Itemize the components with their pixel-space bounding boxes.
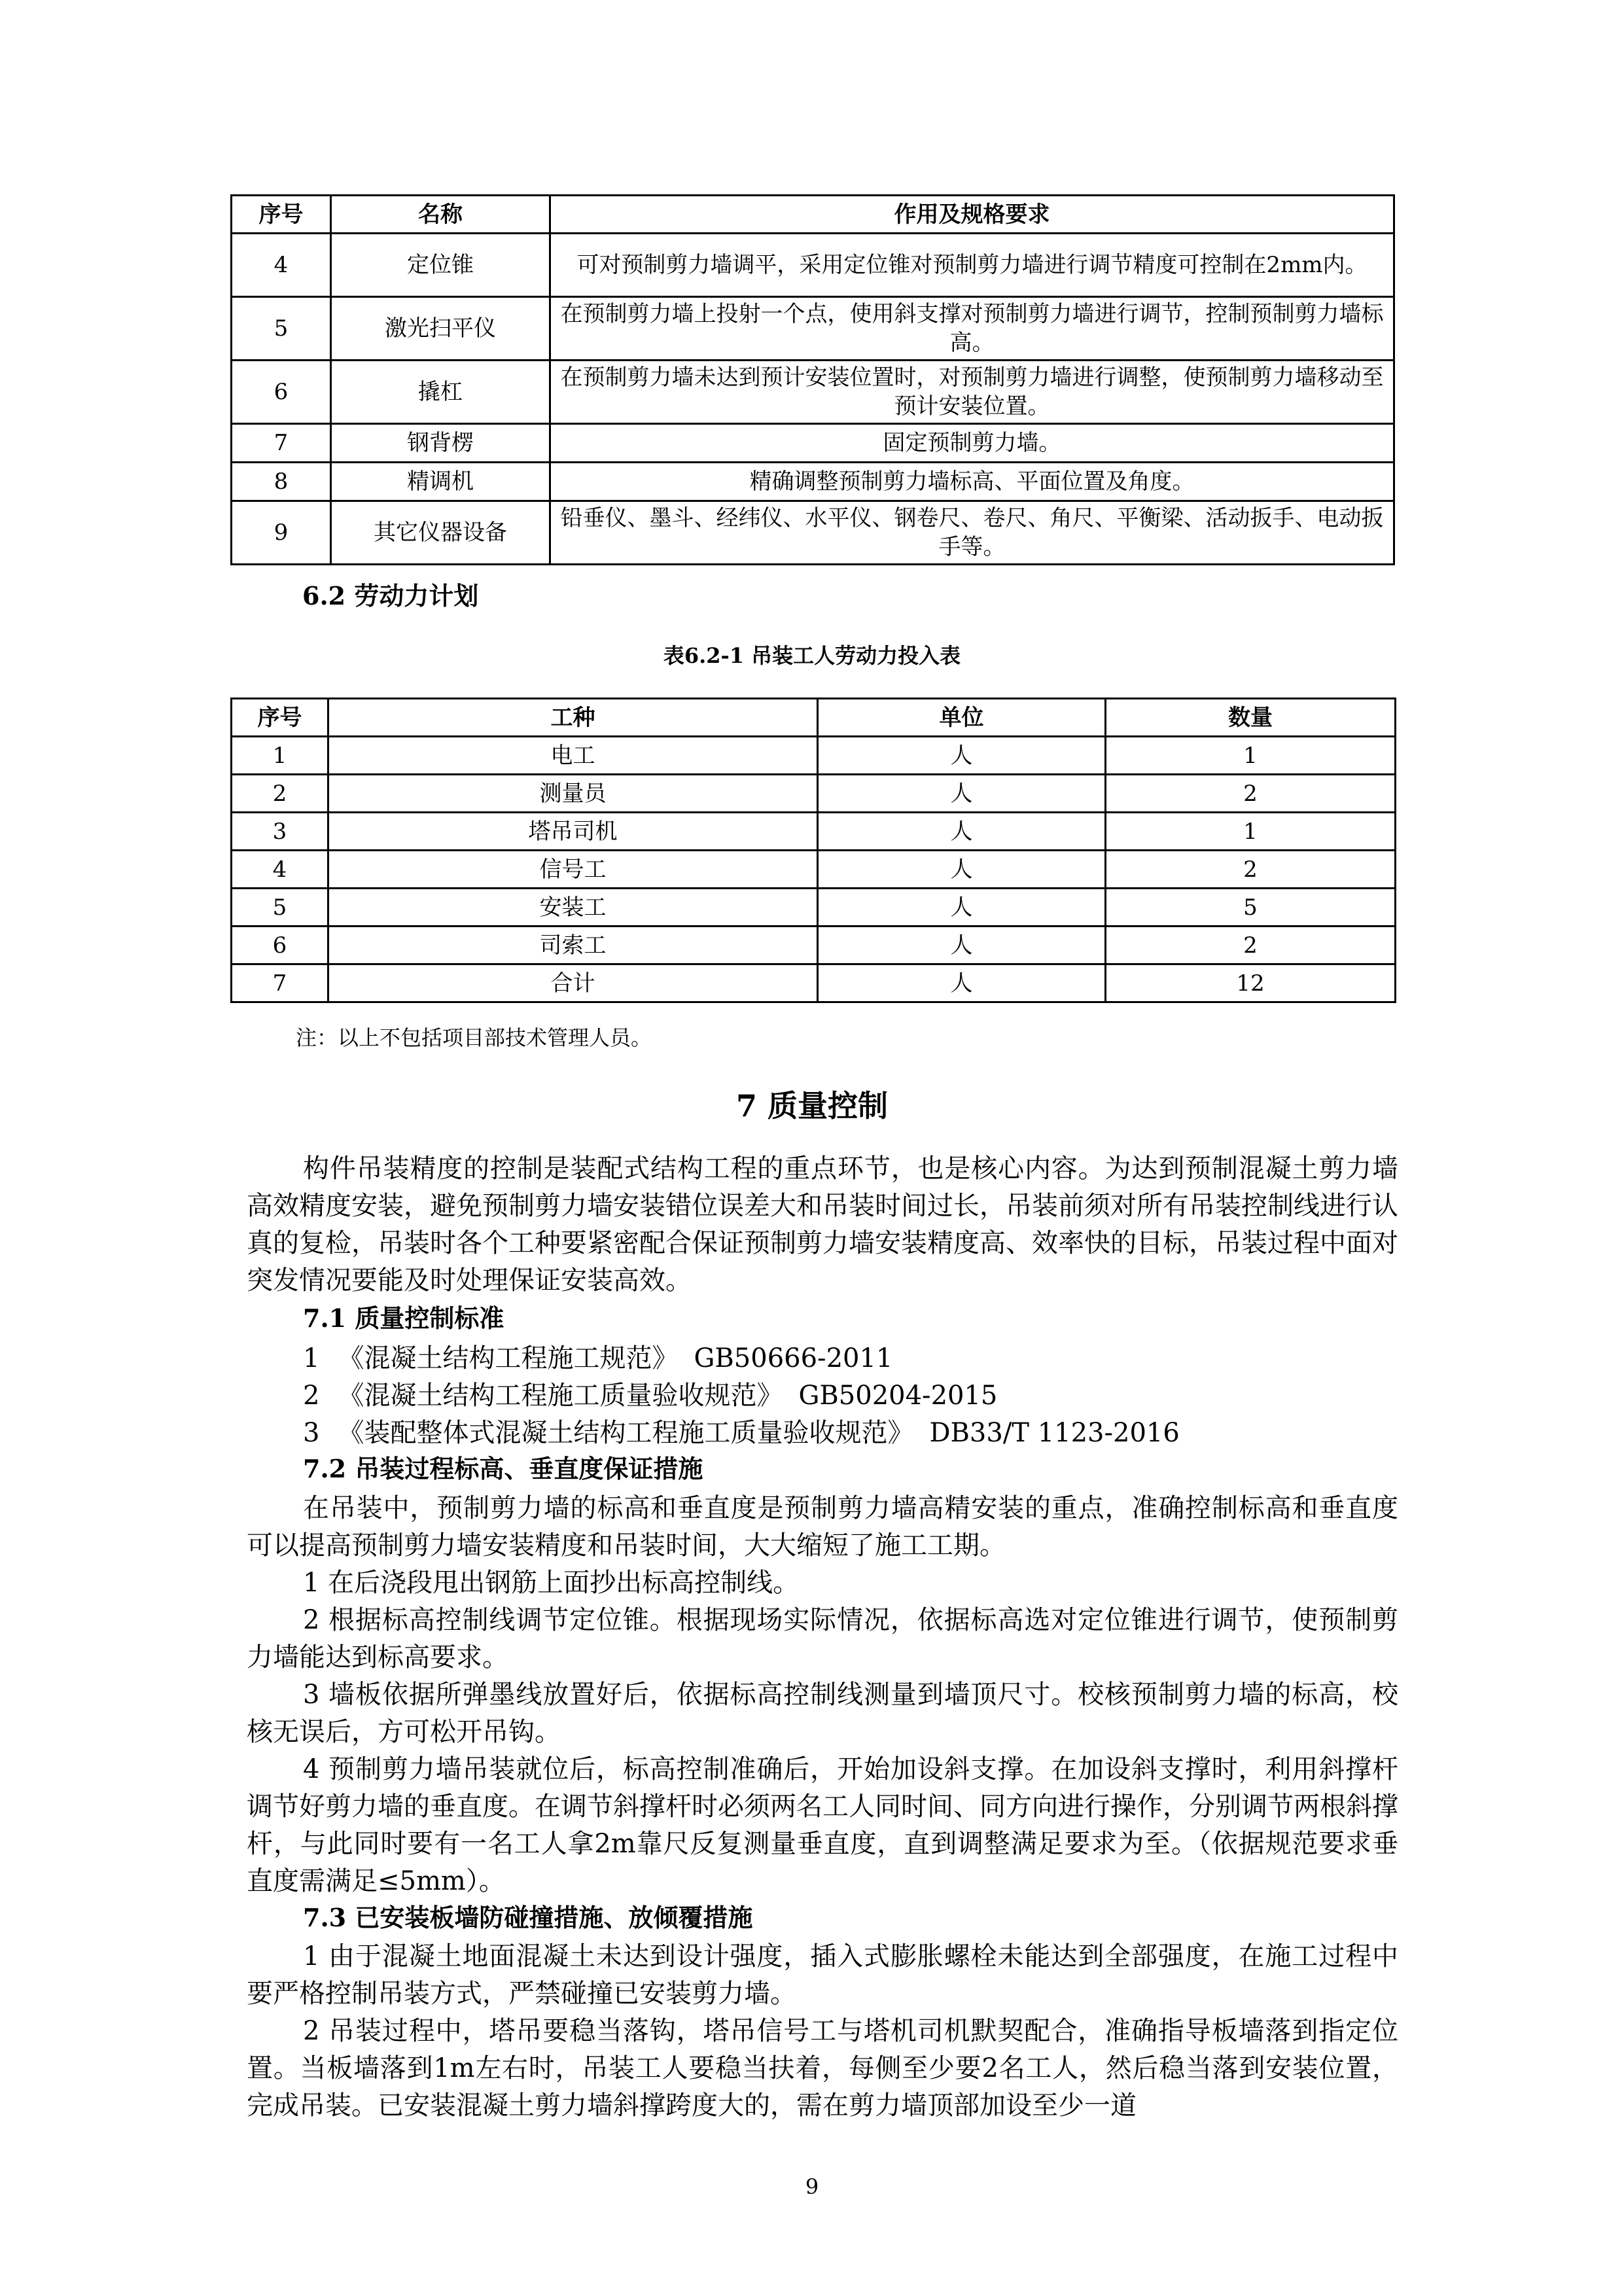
section-heading-6-2: 6.2 劳动力计划 [302,581,479,610]
table-row [232,813,1396,851]
cell-unit: 人 [818,927,1106,964]
table-row [232,361,1394,424]
cell-desc: 在预制剪力墙上投射一个点，使用斜支撑对预制剪力墙进行调节，控制预制剪力墙标高。 [550,297,1394,361]
cell-type: 信号工 [328,851,818,889]
section-7-3-step-1: 1 由于混凝土地面混凝土未达到设计强度，插入式膨胀螺栓未能达到全部强度，在施工过程中要严格控制吊装方式，严禁碰撞已安装剪力墙。 [247,1941,1398,2009]
header-no: 序号 [232,196,331,234]
cell-no: 6 [232,927,328,964]
cell-unit: 人 [818,775,1106,813]
section-7-2-step-4: 4 预制剪力墙吊装就位后，标高控制准确后，开始加设斜支撑。在加设斜支撑时，利用斜撑杆调节好剪力墙的垂直度。在调节斜撑杆时必须两名工人同时间、同方向进行操作，分别调节两根斜撑杆，与此同时要有一名工人拿2m靠尺反复测量垂直度，直到调整满足要求为至。（依据规范要求垂直度需满足≤5mm）。 [247,1754,1398,1896]
cell-name: 撬杠 [331,361,550,424]
table-row [232,234,1394,297]
cell-desc: 在预制剪力墙未达到预计安装位置时，对预制剪力墙进行调整，使预制剪力墙移动至预计安装位置。 [550,361,1394,424]
header-no: 序号 [232,699,328,737]
cell-unit: 人 [818,964,1106,1002]
standard-code: GB50204-2015 [798,1381,998,1411]
header-name: 名称 [331,196,550,234]
standard-item [303,1415,1180,1452]
section-7-2-step-2: 2 根据标高控制线调节定位锥。根据现场实际情况，依据标高选对定位锥进行调节，使预制剪力墙能达到标高要求。 [247,1605,1398,1672]
cell-unit: 人 [818,851,1106,889]
page-number: 9 [805,2174,819,2199]
section-7-2-intro: 在吊装中，预制剪力墙的标高和垂直度是预制剪力墙高精安装的重点，准确控制标高和垂直度可以提高预制剪力墙安装精度和吊装时间，大大缩短了施工工期。 [247,1493,1398,1561]
section-heading-7-1: 7.1 质量控制标准 [303,1303,504,1333]
table-header-row [232,699,1396,737]
standard-name: 《混凝土结构工程施工质量验收规范》 [338,1381,783,1411]
standard-code: GB50666-2011 [694,1343,893,1373]
section-7-2-step-3: 3 墙板依据所弹墨线放置好后，依据标高控制线测量到墙顶尺寸。校核预制剪力墙的标高，校核无误后，方可松开吊钩。 [247,1680,1398,1747]
cell-name: 激光扫平仪 [331,297,550,361]
cell-no: 9 [232,501,331,565]
cell-no: 7 [232,424,331,463]
equipment-table [230,194,1395,565]
table-caption: 表6.2-1 吊装工人劳动力投入表 [663,643,961,668]
cell-qty: 2 [1106,927,1396,964]
section-heading-7-3: 7.3 已安装板墙防碰撞措施、放倾覆措施 [303,1903,753,1932]
cell-type: 安装工 [328,889,818,927]
item-number: 3 [303,1418,320,1448]
labor-table [230,698,1396,1003]
standard-name: 《装配整体式混凝土结构工程施工质量验收规范》 [338,1418,914,1448]
table-row [232,851,1396,889]
section-7-2-step-1: 1 在后浇段甩出钢筋上面抄出标高控制线。 [303,1568,800,1598]
cell-desc: 精确调整预制剪力墙标高、平面位置及角度。 [550,463,1394,501]
cell-qty: 1 [1106,813,1396,851]
cell-desc: 固定预制剪力墙。 [550,424,1394,463]
chapter-intro-paragraph: 构件吊装精度的控制是装配式结构工程的重点环节，也是核心内容。为达到预制混凝土剪力墙高效精度安装，避免预制剪力墙安装错位误差大和吊装时间过长，吊装前须对所有吊装控制线进行认真的复检，吊装时各个工种要紧密配合保证预制剪力墙安装精度高、效率快的目标，吊装过程中面对突发情况要能及时处理保证安装高效。 [247,1154,1398,1296]
table-row-total [232,964,1396,1002]
cell-no: 5 [232,889,328,927]
cell-unit: 人 [818,813,1106,851]
cell-unit: 人 [818,889,1106,927]
header-desc: 作用及规格要求 [550,196,1394,234]
section-heading-7-2: 7.2 吊装过程标高、垂直度保证措施 [303,1454,703,1483]
section-7-3-step-2: 2 吊装过程中，塔吊要稳当落钩，塔吊信号工与塔机司机默契配合，准确指导板墙落到指定位置。当板墙落到1m左右时，吊装工人要稳当扶着，每侧至少要2名工人，然后稳当落到安装位置，完成吊装。已安装混凝土剪力墙斜撑跨度大的，需在剪力墙顶部加设至少一道 [247,2016,1398,2121]
standard-code: DB33/T 1123-2016 [929,1418,1180,1448]
standard-item [303,1340,892,1377]
cell-no: 4 [232,851,328,889]
cell-no: 2 [232,775,328,813]
cell-type: 塔吊司机 [328,813,818,851]
cell-type: 合计 [328,964,818,1002]
header-unit: 单位 [818,699,1106,737]
table-row [232,775,1396,813]
cell-qty: 12 [1106,964,1396,1002]
chapter-title: 7 质量控制 [735,1088,889,1123]
header-type: 工种 [328,699,818,737]
table-note: 注：以上不包括项目部技术管理人员。 [296,1025,652,1050]
cell-unit: 人 [818,737,1106,775]
cell-qty: 2 [1106,775,1396,813]
cell-qty: 2 [1106,851,1396,889]
cell-no: 5 [232,297,331,361]
cell-no: 4 [232,234,331,297]
cell-no: 7 [232,964,328,1002]
table-row [232,501,1394,565]
cell-no: 3 [232,813,328,851]
table-row [232,889,1396,927]
standard-item [303,1377,997,1415]
item-number: 1 [303,1343,320,1373]
cell-qty: 1 [1106,737,1396,775]
cell-no: 1 [232,737,328,775]
cell-type: 电工 [328,737,818,775]
header-qty: 数量 [1106,699,1396,737]
table-row [232,463,1394,501]
standard-name: 《混凝土结构工程施工规范》 [338,1343,679,1373]
cell-name: 精调机 [331,463,550,501]
cell-type: 司索工 [328,927,818,964]
table-row [232,927,1396,964]
table-row [232,424,1394,463]
table-row [232,737,1396,775]
item-number: 2 [303,1381,320,1411]
table-header-row [232,196,1394,234]
cell-no: 6 [232,361,331,424]
cell-name: 定位锥 [331,234,550,297]
cell-qty: 5 [1106,889,1396,927]
cell-desc: 铅垂仪、墨斗、经纬仪、水平仪、钢卷尺、卷尺、角尺、平衡梁、活动扳手、电动扳手等。 [550,501,1394,565]
cell-desc: 可对预制剪力墙调平，采用定位锥对预制剪力墙进行调节精度可控制在2mm内。 [550,234,1394,297]
table-row [232,297,1394,361]
cell-type: 测量员 [328,775,818,813]
cell-no: 8 [232,463,331,501]
cell-name: 钢背楞 [331,424,550,463]
cell-name: 其它仪器设备 [331,501,550,565]
